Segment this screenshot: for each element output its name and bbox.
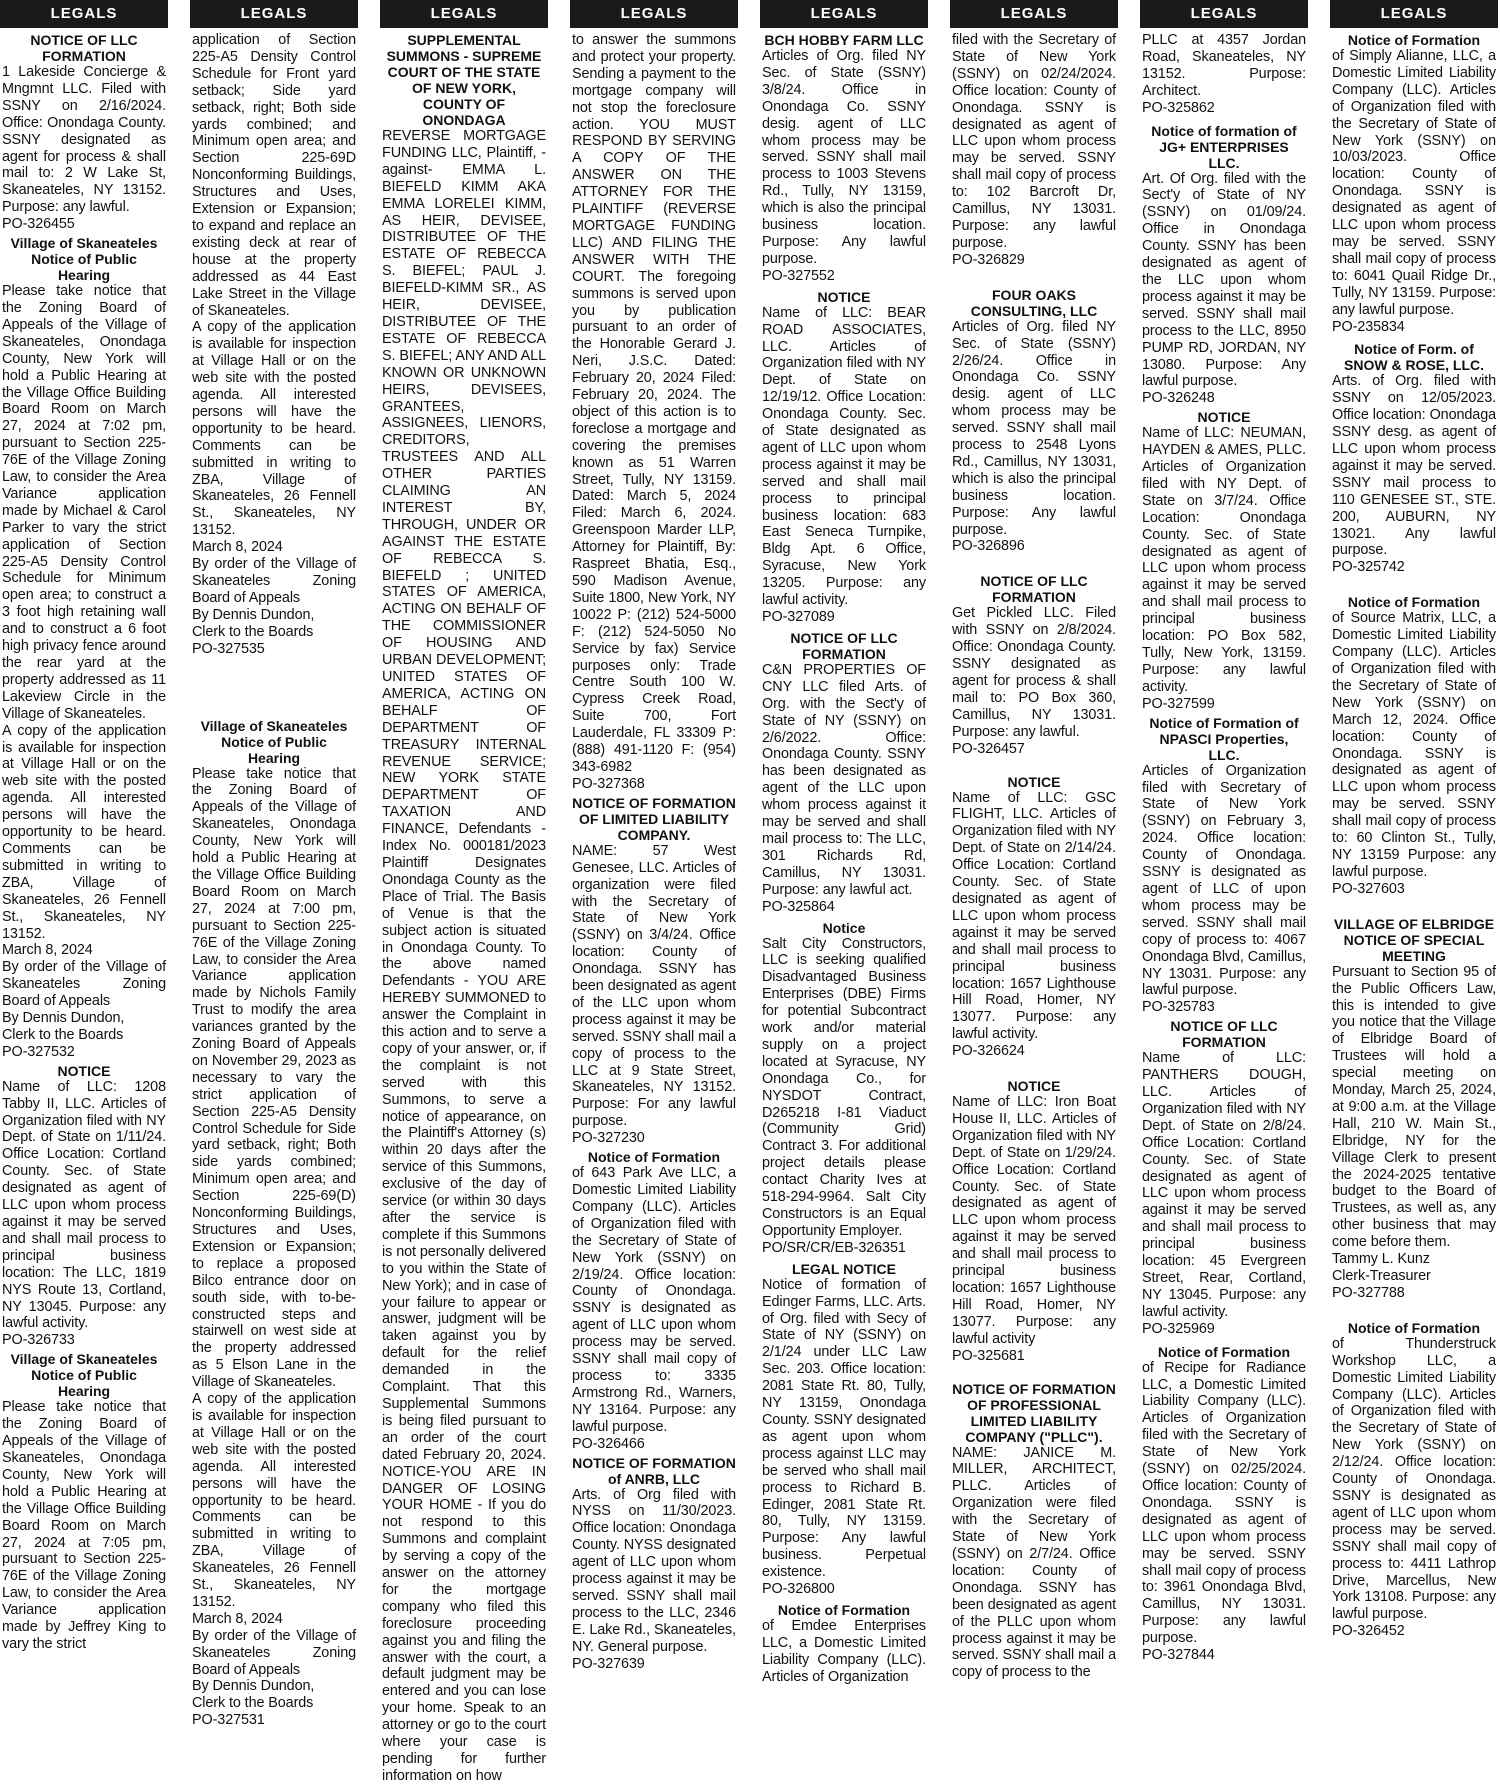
legal-notice xyxy=(762,1602,926,1686)
notice-body: REVERSE MORTGAGE FUNDING LLC, Plaintiff, -against- EMMA L. BIEFELD KIMM AKA EMMA LORELEI KIMM, AS HEIR, DEVISEE, DISTRIBUTEE OF THE ESTATE OF REBECCA S. BIEFEL; PAUL J. BIEFELD-KIMM SR., AS HEIR, DEVISEE, DISTRIBUTEE OF THE ESTATE OF REBECCA S. BIEFEL; ANY AND ALL KNOWN OR UNKNOWN HEIRS, DEVISEES, GRANTEES, ASSIGNEES, LIENORS, CREDITORS, TRUSTEES AND ALL OTHER PARTIES CLAIMING AN INTEREST BY, THROUGH, UNDER OR AGAINST THE ESTATE OF REBECCA S. BIEFELD ; UNITED STATES OF AMERICA, ACTING ON BEHALF OF THE COMMISSIONER OF HOUSING AND URBAN DEVELOPMENT; UNITED STATES OF AMERICA, ACTING ON BEHALF OF DEPARTMENT OF TREASURY INTERNAL REVENUE SERVICE; NEW YORK STATE DEPARTMENT OF TAXATION AND FINANCE, Defendants - Index No. 000181/2023 Plaintiff Designates Onondaga County as the Place of Trial. The Basis of Venue is that the subject action is situated in Onondaga County. To the above named Defendants - YOU ARE HEREBY SUMMONED to answer the Complaint in this action and to serve a copy of your answer, or, if the complaint is not served with this Summons, to serve a notice of appearance, on the Plaintiff's Attorney (s) within 20 days after the service of this Summons, exclusive of the day of service (or within 30 days after the service is complete if this Summons is not personally delivered to you within the State of New York); and in case of your failure to appear or answer, judgment will be taken against you by default for the relief demanded in the Complaint. That this Supplemental Summons is being filed pursuant to an order of the court dated February 20, 2024. NOTICE-YOU ARE IN DANGER OF LOSING YOUR HOME - If you do not respond to this Summons and complaint by serving a copy of the answer on the attorney for the mortgage company who filed this foreclosure proceeding against you and filing the answer with the court, a default judgment may be entered and you can lose your home. Speak to an attorney or go to the court where your case is pending for further information on how xyxy=(382,128,546,1784)
legal-notice xyxy=(572,795,736,1147)
notice-title: NOTICE xyxy=(817,288,871,305)
legal-notice xyxy=(572,32,736,793)
notice-title: Notice of formation of JG+ ENTERPRISES LLC. xyxy=(1151,122,1297,171)
notice-body: Arts. of Org filed with NYSS on 11/30/2023. Office location: Onondaga County. NYSS designated agent of LLC upon whom process against it may be served. SSNY shall mail process to the LLC, 2346 E. Lake Rd., Skaneateles, NY. General purpose. PO-327639 xyxy=(572,1486,736,1672)
section-header: LEGALS xyxy=(570,0,738,28)
notice-body: application of Section 225-A5 Density Control Schedule for Front yard setback; Side yard setback, right; Both side yards combined; and Minimum open area; and Section 225-69D Nonconforming Buildings, Structures and Uses, Extension or Expansion; to expand and replace an existing deck at rear of house at the property addressed as 44 East Lake Street in the Village of Skaneateles. A copy of the application is available for inspection at Village Hall or on the web site with the posted agenda. All interested persons will have the opportunity to be heard. Comments can be submitted in writing to ZBA, Village of Skaneateles, 26 Fennell St., Skaneateles, NY 13152. March 8, 2024 By order of the Village of Skaneateles Zoning Board of Appeals By Dennis Dundon, Clerk to the Boards PO-327535 xyxy=(192,32,356,657)
legal-notice xyxy=(1142,123,1306,408)
notice-body: of Source Matrix, LLC, a Domestic Limited Liability Company (LLC). Articles of Organization filed with the Secretary of State of New York (SSNY) on March 12, 2024. Office location: County of Onondaga. SSNY is designated as agent of LLC upon whom process may be served. SSNY shall mail copy of process to: 60 Clinton St., Tully, NY 13159 Purpose: any lawful purpose. PO-327603 xyxy=(1332,610,1496,897)
notice-title: Village of Skaneateles Notice of Public Hearing xyxy=(10,235,158,284)
notice-title: NOTICE OF LLC FORMATION xyxy=(1170,1018,1278,1051)
legal-notice xyxy=(762,1261,926,1598)
notice-body: of Thunderstruck Workshop LLC, a Domestic Limited Liability Company (LLC). Articles of Organization filed with the Secretary of State of New York (SSNY) on 2/12/24. Office location: County of Onondaga. SSNY is designated as agent of LLC upon whom process may be served. SSNY shall mail copy of process to: 4411 Lathrop Drive, Marcellus, New York 13108. Purpose: any lawful purpose. PO-326452 xyxy=(1332,1335,1496,1640)
notice-body: Please take notice that the Zoning Board of Appeals of the Village of Skaneateles, Onondaga County, New York will hold a Public Hearing at the Village Office Building Board Room on March 27, 2024 at 7:05 pm, pursuant to Section 225-76E of the Village Zoning Law, to consider the Area Variance application made by Jeffrey King to vary the strict xyxy=(2,1399,166,1652)
notice-title: FOUR OAKS CONSULTING, LLC xyxy=(970,286,1098,319)
legal-notice xyxy=(1332,341,1496,576)
notice-title: NOTICE xyxy=(1007,773,1061,790)
notice-body: NAME: JANICE M. MILLER, ARCHITECT, PLLC. Articles of Organization were filed with the Secretary of State of New York (SSNY) on 2/7/24. Office location: County of Onondaga. SSNY has been designated as agent of the PLLC upon whom process against it may be served. SSNY shall mail a copy of process to the xyxy=(952,1444,1116,1681)
notice-title: NOTICE OF FORMATION of ANRB, LLC xyxy=(572,1454,736,1487)
legal-notice xyxy=(2,1063,166,1350)
notice-body: Name of LLC: BEAR ROAD ASSOCIATES, LLC. Articles of Organization filed with NY Dept. of State on 12/19/12. Office Location: Onondaga County. Sec. of State designated as agent of LLC upon whom process against it may be served and shall mail process to principal business location: 683 East Seneca Turnpike, Bldg Apt. 6 Office, Syracuse, New York 13205. Purpose: any lawful activity. PO-327089 xyxy=(762,304,926,625)
notice-body: Notice of formation of Edinger Farms, LLC. Arts. of Org. filed with Secy of State of NY (SSNY) on 2/1/24 under LLC Law Sec. 203. Office location: 2081 State Rt. 80, Tully, NY 13159, Onondaga County. SSNY designated as agent upon whom process against LLC may be served who shall mail process to Richard B. Edinger, 2081 State Rt. 80, Tully, NY 13159. Purpose: Any lawful business. Perpetual existence. PO-326800 xyxy=(762,1276,926,1598)
section-header: LEGALS xyxy=(190,0,358,28)
legal-notice xyxy=(952,774,1116,1061)
notice-body: Name of LLC: GSC FLIGHT, LLC. Articles of Organization filed with NY Dept. of State on 2/14/24. Office Location: Cortland County. Sec. of State designated as agent of LLC upon whom process against it may be served and shall mail process to principal business location: 1657 Lighthouse Hill Road, Homer, NY 13077. Purpose: any lawful activity. PO-326624 xyxy=(952,789,1116,1060)
notice-title: LEGAL NOTICE xyxy=(792,1260,896,1277)
notice-body: filed with the Secretary of State of New York (SSNY) on 02/24/2024. Office location: County of Onondaga. SSNY is designated as agent of LLC upon whom process may be served. SSNY shall mail copy of process to: 102 Barcroft Dr, Camillus, NY 13031. Purpose: any lawful purpose. PO-326829 xyxy=(952,32,1116,268)
notice-body: Please take notice that the Zoning Board of Appeals of the Village of Skaneateles, Onondaga County, New York will hold a Public Hearing at the Village Office Building Board Room on March 27, 2024 at 7:00 pm, pursuant to Section 225-76E of the Village Zoning Law, to consider the Area Variance application made by Nichols Family Trust to modify the area variances granted by the Zoning Board of Appeals on November 29, 2023 as necessary to vary the strict application of Section 225-A5 Density Control Schedule for Side yard setback, right; Both side yards combined; Minimum open area; and Section 225-69(D) Nonconforming Buildings, Structures and Uses, Extension or Expansion; to replace a proposed Bilco entrance door on south side, with to-be-constructed steps and stairwell on west side at the property addressed as 5 Elson Lane in the Village of Skaneateles. A copy of the application is available for inspection at Village Hall or on the web site with the posted agenda. All interested persons will have the opportunity to be heard. Comments can be submitted in writing to ZBA, Village of Skaneateles, 26 Fennell St., Skaneateles, NY 13152. March 8, 2024 By order of the Village of Skaneateles Zoning Board of Appeals By Dennis Dundon, Clerk to the Boards PO-327531 xyxy=(192,765,356,1729)
legal-notice xyxy=(382,32,546,1785)
notice-title: NOTICE xyxy=(57,1062,111,1079)
legals-column-5 xyxy=(760,0,928,1726)
legal-notice xyxy=(1142,1344,1306,1664)
section-header: LEGALS xyxy=(1330,0,1498,28)
section-header: LEGALS xyxy=(760,0,928,28)
legal-notice xyxy=(1332,594,1496,897)
legals-column-6 xyxy=(950,0,1118,1726)
legal-notice xyxy=(762,32,926,285)
notice-body: Name of LLC: NEUMAN, HAYDEN & AMES, PLLC. Articles of Organization filed with NY Dept. of State on 3/7/24. Office Location: Onondaga County. Sec. of State designated as agent of LLC upon whom process against it may be served and shall mail process to principal business location: PO Box 582, Tully, New York, 13159. Purpose: any lawful activity. PO-327599 xyxy=(1142,425,1306,712)
notice-title: NOTICE OF FORMATION OF LIMITED LIABILITY COMPANY. xyxy=(572,794,736,843)
section-header: LEGALS xyxy=(950,0,1118,28)
notice-body: Arts. of Org. filed with SSNY on 12/05/2023. Office location: Onondaga SSNY desg. as agent of LLC upon whom process against it may be served. SSNY mail process to 110 GENESEE ST., STE. 200, AUBURN, NY 13021. Any lawful purpose. PO-325742 xyxy=(1332,373,1496,576)
notice-title: Notice of Formation xyxy=(1347,1319,1481,1336)
legal-notice xyxy=(1142,715,1306,1017)
notice-title: Notice of Formation of NPASCI Properties, LLC. xyxy=(1149,714,1299,763)
notice-body: to answer the summons and protect your property. Sending a payment to the mortgage company will not stop the foreclosure action. YOU MUST RESPOND BY SERVING A COPY OF THE ANSWER ON THE ATTORNEY FOR THE PLAINTIFF (REVERSE MORTGAGE FUNDING LLC) AND FILING THE ANSWER WITH THE COURT. The foregoing summons is served upon you by publication pursuant to an order of the Honorable Gerard J. Neri, J.S.C. Dated: February 20, 2024 Filed: February 20, 2024. The object of this action is to foreclose a mortgage and covering the premises known as 51 Warren Street, Tully, NY 13159. Dated: March 5, 2024 Filed: March 6, 2024. Greenspoon Marder LLP, Attorney for Plaintiff, By: Raspreet Bhatia, Esq., 590 Madison Avenue, Suite 1800, New York, NY 10022 P: (212) 524-5000 F: (212) 524-5050 No Service by fax) Service purposes only: Trade Centre South 100 W. Cypress Creek Road, Suite 700, Fort Lauderdale, FL 33309 P: (888) 491-1120 F: (954) 343-6982 PO-327368 xyxy=(572,32,736,792)
legal-notice xyxy=(952,32,1116,269)
notice-title: Notice of Formation xyxy=(1347,594,1481,611)
legal-notice xyxy=(572,1455,736,1673)
legal-notice xyxy=(1332,916,1496,1302)
legals-column-7 xyxy=(1140,0,1308,1726)
notice-body: C&N PROPERTIES OF CNY LLC filed Arts. of Org. with the Sect'y of State of NY (SSNY) on 2/6/2022. Office: Onondaga County. SSNY has been designated as agent of the LLC upon whom process against it may be served and shall mail process to: The LLC, 301 Richards Rd, Camillus, NY 13031. Purpose: any lawful act. PO-325864 xyxy=(762,661,926,915)
legal-notice xyxy=(762,289,926,626)
notice-body: of Recipe for Radiance LLC, a Domestic Limited Liability Company (LLC). Articles of Organization filed with the Secretary of State of New York (SSNY) on 02/25/2024. Office location: County of Onondaga. SSNY is designated as agent of LLC upon whom process may be served. SSNY shall mail copy of process to: 3961 Onondaga Blvd, Camillus, NY 13031. Purpose: any lawful purpose. PO-327844 xyxy=(1142,1359,1306,1664)
notice-title: NOTICE OF LLC FORMATION xyxy=(790,629,898,662)
notice-body: of Emdee Enterprises LLC, a Domestic Limited Liability Company (LLC). Articles of Organization xyxy=(762,1617,926,1685)
legal-notice xyxy=(952,1078,1116,1365)
notice-body: Name of LLC: Iron Boat House II, LLC. Articles of Organization filed with NY Dept. of State on 1/29/24. Office Location: Cortland County. Sec. of State designated as agent of LLC upon whom process against it may be served and shall mail process to principal business location: 1657 Lighthouse Hill Road, Homer, NY 13077. Purpose: any lawful activity PO-325681 xyxy=(952,1094,1116,1364)
notice-body: Get Pickled LLC. Filed with SSNY on 2/8/2024. Office: Onondaga County. SSNY designated as agent for process & shall mail to: PO Box 360, Camillus, NY 13031. Purpose: any lawful. PO-326457 xyxy=(952,605,1116,757)
legal-notice xyxy=(952,287,1116,556)
notice-title: Notice of Formation xyxy=(1347,32,1481,48)
notice-body: Name of LLC: PANTHERS DOUGH, LLC. Articles of Organization filed with NY Dept. of State on 2/8/24. Office Location: Cortland County. Sec. of State designated as agent of LLC upon whom process against it may be served and shall mail process to principal business location: 45 Evergreen Street, Rear, Cortland, NY 13045. Purpose: any lawful activity. PO-325969 xyxy=(1142,1050,1306,1337)
notice-body: Art. Of Org. filed with the Sect'y of State of NY (SSNY) on 01/09/24. Office in Onondaga County. SSNY has been designated as agent of the LLC upon whom process against it may be served. SSNY shall mail process to the LLC, 8950 PUMP RD, JORDAN, NY 13080. Purpose: Any lawful purpose. PO-326248 xyxy=(1142,170,1306,407)
notice-body: 1 Lakeside Concierge & Mngmnt LLC. Filed with SSNY on 2/16/2024. Office: Onondaga County. SSNY designated as agent for process & shall mail to: 2 W Lake St, Skaneateles, NY 13152. Purpose: any lawful. PO-326455 xyxy=(2,64,166,233)
legal-notice xyxy=(762,920,926,1257)
notice-body: Articles of Organization filed with Secretary of State of New York (SSNY) on February 3, 2024. Office location: County of Onondaga. SSNY is designated as agent of LLC of upon whom process may be served. SSNY shall mail copy of process to: 4067 Onondaga Blvd, Camillus, NY 13031. Purpose: any lawful purpose. PO-325783 xyxy=(1142,762,1306,1016)
legals-column-8 xyxy=(1330,0,1498,1726)
legal-notice xyxy=(1332,32,1496,335)
notice-body: Please take notice that the Zoning Board of Appeals of the Village of Skaneateles, Onondaga County, New York will hold a Public Hearing at the Village Office Building Board Room on March 27, 2024 at 7:02 pm, pursuant to Section 225-76E of the Village Zoning Law, to consider the Area Variance application made by Michael & Carol Parker to vary the strict application of Section 225-A5 Density Control Schedule for Minimum open area; to construct a 3 foot high retaining wall and to construct a 6 foot high privacy fence around the rear yard at the property addressed as 11 Lakeview Circle in the Village of Skaneateles. A copy of the application is available for inspection at Village Hall or on the web site with the posted agenda. All interested persons will have the opportunity to be heard. Comments can be submitted in writing to ZBA, Village of Skaneateles, 26 Fennell St., Skaneateles, NY 13152. March 8, 2024 By order of the Village of Skaneateles Zoning Board of Appeals By Dennis Dundon, Clerk to the Boards PO-327532 xyxy=(2,283,166,1060)
notice-title: Village of Skaneateles Notice of Public Hearing xyxy=(10,1351,158,1400)
legal-notice xyxy=(1142,32,1306,117)
legal-notice xyxy=(192,718,356,1730)
section-header: LEGALS xyxy=(0,0,168,28)
notice-title: NOTICE OF FORMATION OF PROFESSIONAL LIMITED LIABILITY COMPANY ("PLLC"). xyxy=(952,1380,1116,1445)
notice-title: BCH HOBBY FARM LLC xyxy=(764,32,924,48)
notice-title: NOTICE xyxy=(1007,1078,1061,1095)
legal-notice xyxy=(192,32,356,658)
notice-title: VILLAGE OF ELBRIDGE NOTICE OF SPECIAL MEETING xyxy=(1333,915,1495,964)
legal-notice xyxy=(2,235,166,1061)
notice-title: NOTICE OF LLC FORMATION xyxy=(30,32,138,64)
legal-notice xyxy=(1142,1018,1306,1337)
notice-title: NOTICE xyxy=(1197,409,1251,426)
notice-title: Notice of Form. of SNOW & ROSE, LLC. xyxy=(1344,341,1484,374)
notice-title: NOTICE OF LLC FORMATION xyxy=(980,573,1088,606)
notice-body: Articles of Org. filed NY Sec. of State (SSNY) 2/26/24. Office in Onondaga Co. SSNY desig. agent of LLC whom process may be served. SSNY shall mail process to 2548 Lyons Rd., Camillus, NY 13031, which is also the principal business location. Purpose: Any lawful purpose. PO-326896 xyxy=(952,318,1116,555)
notice-body: Articles of Org. filed NY Sec. of State (SSNY) 3/8/24. Office in Onondaga Co. SSNY desig. agent of LLC whom process may be served. SSNY shall mail process to 1003 Stevens Rd., Tully, NY 13159, which is also the principal business location. Purpose: Any lawful purpose. PO-327552 xyxy=(762,48,926,284)
notice-body: of Simply Alianne, LLC, a Domestic Limited Liability Company (LLC). Articles of Organization filed with the Secretary of State of New York (SSNY) on 10/03/2023. Office location: County of Onondaga. SSNY is designated as agent of LLC upon whom process may be served. SSNY shall mail copy of process to: 6041 Quail Ridge Dr., Tully, NY 13159. Purpose: any lawful purpose. PO-235834 xyxy=(1332,48,1496,335)
legal-notice xyxy=(952,573,1116,757)
notice-body: of 643 Park Ave LLC, a Domestic Limited Liability Company (LLC). Articles of Organization filed with the Secretary of State of New York (SSNY) on 2/19/24. Office location: County of Onondaga. SSNY is designated as agent of LLC upon whom process may be served. SSNY shall mail copy of process to: 3335 Armstrong Rd., Warners, NY 13164. Purpose: any lawful purpose. PO-326466 xyxy=(572,1165,736,1452)
section-header: LEGALS xyxy=(1140,0,1308,28)
legal-notice xyxy=(2,32,166,233)
legals-column-4 xyxy=(570,0,738,1726)
notice-body: Pursuant to Section 95 of the Public Officers Law, this is intended to give you notice that the Village of Elbridge Board of Trustees will hold a special meeting on Monday, March 25, 2024, at 9:00 a.m. at the Village Hall, 210 W. Main St., Elbridge, NY for the Village Clerk to present the 2024-2025 tentative budget to the Board of Trustees, as well as, any other business that may come before them. Tammy L. Kunz Clerk-Treasurer PO-327788 xyxy=(1332,963,1496,1301)
notice-title: Notice xyxy=(822,919,866,936)
notice-body: PLLC at 4357 Jordan Road, Skaneateles, NY 13152. Purpose: Architect. PO-325862 xyxy=(1142,32,1306,116)
notice-title: Notice of Formation xyxy=(777,1601,911,1618)
legal-notice xyxy=(952,1381,1116,1682)
notice-body: NAME: 57 West Genesee, LLC. Articles of organization were filed with the Secretary of State of New York (SSNY) on 3/4/24. Office location: County of Onondaga. SSNY has been designated as agent of the LLC upon whom process against it may be served. SSNY shall mail a copy of process to the LLC at 9 State Street, Skaneateles, NY 13152. Purpose: For any lawful purpose. PO-327230 xyxy=(572,842,736,1147)
legal-notice xyxy=(1332,1320,1496,1640)
legals-column-3 xyxy=(380,0,548,1784)
notice-body: Name of LLC: 1208 Tabby II, LLC. Articles of Organization filed with NY Dept. of State on 1/11/24. Office Location: Cortland County. Sec. of State designated as agent of LLC upon whom process against it may be served and shall mail process to principal business location: The LLC, 1819 NYS Route 13, Cortland, NY 13045. Purpose: any lawful activity. PO-326733 xyxy=(2,1078,166,1349)
legal-notice xyxy=(1142,409,1306,712)
notice-body: Salt City Constructors, LLC is seeking qualified Disadvantaged Business Enterprises (DBE) Firms for potential Subcontract work and/or material supply on a project located at Syracuse, NY Onondaga Co., for NYSDOT Contract, D265218 I-81 Viaduct (Community Grid) Contract 3. For additional project details please contact Charity Ives at 518-294-9964. Salt City Constructors is an Equal Opportunity Employer. PO/SR/CR/EB-326351 xyxy=(762,935,926,1256)
section-header: LEGALS xyxy=(380,0,548,28)
legal-notice xyxy=(762,630,926,916)
notice-title: SUPPLEMENTAL SUMMONS - SUPREME COURT OF THE STATE OF NEW YORK, COUNTY OF ONONDAGA xyxy=(386,32,542,128)
legal-notice xyxy=(572,1149,736,1452)
legals-column-2 xyxy=(190,0,358,1729)
legals-column-1 xyxy=(0,0,168,1726)
notice-title: Notice of Formation xyxy=(1157,1343,1291,1360)
notice-title: Notice of Formation xyxy=(587,1149,721,1166)
legal-notice xyxy=(2,1351,166,1653)
notice-title: Village of Skaneateles Notice of Public Hearing xyxy=(200,717,348,766)
